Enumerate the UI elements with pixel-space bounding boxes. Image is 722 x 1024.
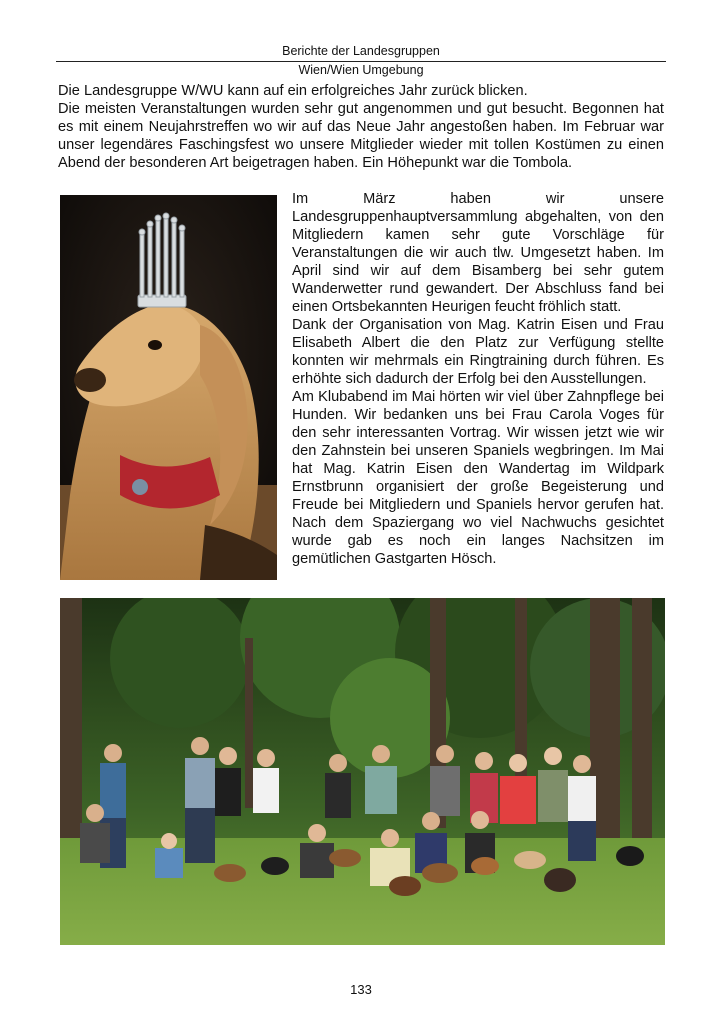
page-header [56,44,666,78]
page-number: 133 [350,982,372,997]
section-subtitle: Wien/Wien Umgebung [298,63,424,77]
section-title: Berichte der Landesgruppen [56,44,666,62]
intro-paragraph-2: Die meisten Veranstaltungen wurden sehr gut angenommen und gut besucht. Begonnen hat es mit einem Neujahrstreffen wo wir auf das Neue Jahr angestoßen haben. Im Februar war unser legendäres Faschingsfest wo unsere Mitglieder wieder mit tollen Kostümen zu einen Abend der besonderen Art beigetragen haben. Ein Höhepunkt war die Tombola. [58,101,664,171]
intro-text [58,82,664,172]
right-column-text [292,190,664,568]
column-paragraph-3: Am Klubabend im Mai hörten wir viel über Zahnpflege bei Hunden. Wir bedanken uns bei Frau Carola Voges für den sehr interessanten Vortrag. Wir wissen jetzt wie wir den Zahnstein bei unseren Spaniels wegbringen. Im Mai hat Mag. Katrin Eisen den Wandertag im Wildpark Ernstbrunn organisiert der große Begeisterung und Freude bei Mitgliedern und Spaniels hervor gerufen hat. Nach dem Spaziergang wo viel Nachwuchs gesichtet wurde gab es noch ein langes Nachsitzen im gemütlichen Gastgarten Hösch. [292,389,664,567]
dog-with-crown-photo [60,195,277,580]
column-paragraph-2: Dank der Organisation von Mag. Katrin Eisen und Frau Elisabeth Albert die den Platz zur Verfügung stellte konnten wir mehrmals ein Ringtraining durch führen. Es erhöhte sich dadurch der Erfolg bei den Ausstellungen. [292,317,664,387]
intro-paragraph-1: Die Landesgruppe W/WU kann auf ein erfolgreiches Jahr zurück blicken. [58,83,528,99]
column-paragraph-1: Im März haben wir unsere Landesgruppenhauptversammlung abgehalten, von den Mitgliedern kamen sehr gute Vorschläge für Veranstaltungen die wir auch tlw. Umgesetzt haben. Im April sind wir auf dem Bisamberg bei sehr gutem Wanderwetter rund gewandert. Der Abschluss fand bei einen Ortsbekannten Heurigen feucht fröhlich statt. [292,191,664,315]
group-forest-photo [60,598,665,945]
